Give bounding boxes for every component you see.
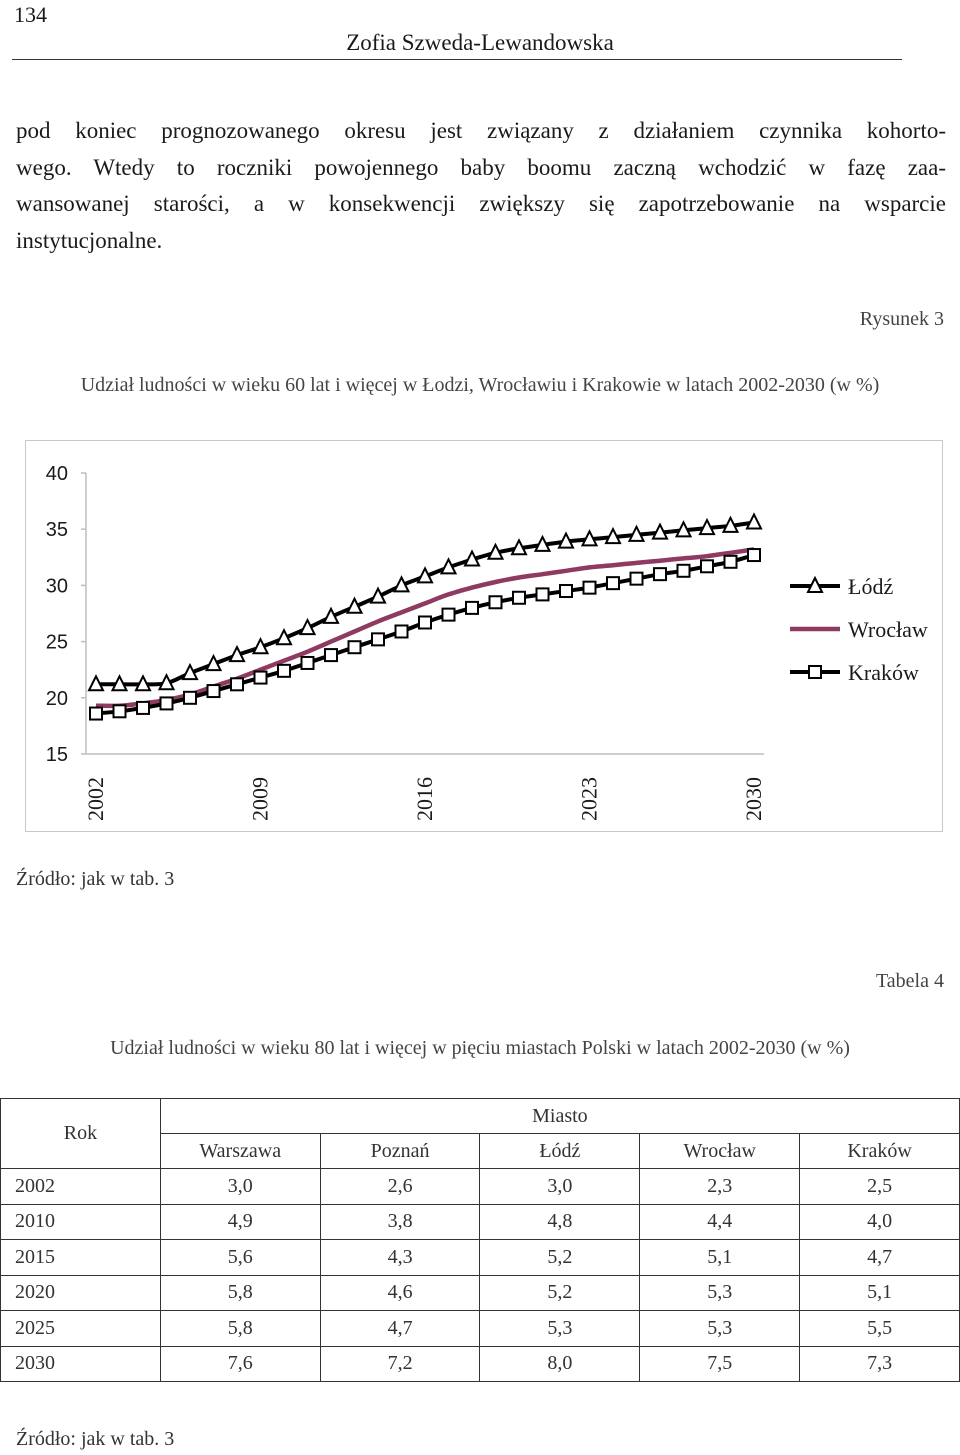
y-tick-label: 15 xyxy=(45,744,68,766)
table-row xyxy=(1,1204,960,1240)
x-tick-label: 2009 xyxy=(247,777,273,821)
table-cell-value: 4,4 xyxy=(640,1204,800,1240)
figure-source: Źródło: jak w tab. 3 xyxy=(16,868,175,890)
data-point-krakow xyxy=(184,692,196,704)
data-point-krakow xyxy=(584,582,596,594)
body-paragraph xyxy=(16,113,946,259)
table-cell-value: 7,3 xyxy=(800,1346,960,1382)
table-header-group: Miasto xyxy=(160,1099,959,1134)
table-cell-value: 5,2 xyxy=(480,1275,640,1311)
data-point-krakow xyxy=(137,702,149,714)
chart-frame xyxy=(25,440,943,832)
table-cell-value: 3,0 xyxy=(160,1169,320,1205)
header-rule xyxy=(12,59,902,60)
table-row xyxy=(1,1275,960,1311)
table-cell-value: 8,0 xyxy=(480,1346,640,1382)
table-cell-value: 2,5 xyxy=(800,1169,960,1205)
body-line: wansowanej starości, a w konsekwencji zwiększy się zapotrzebowanie na wsparcie xyxy=(16,191,946,216)
table-column-header: Warszawa xyxy=(160,1134,320,1169)
body-line: wego. Wtedy to roczniki powojennego baby boomu zaczną wchodzić w fazę zaa- xyxy=(16,154,946,180)
table-cell-value: 5,3 xyxy=(640,1275,800,1311)
y-tick-label: 35 xyxy=(45,519,68,542)
legend-marker-krakow xyxy=(809,666,821,678)
table-cell-value: 5,6 xyxy=(160,1240,320,1276)
table-column-header: Poznań xyxy=(320,1134,480,1169)
data-point-krakow xyxy=(631,573,643,585)
running-head-author: Zofia Szweda-Lewandowska xyxy=(346,30,614,55)
table-cell-value: 2,3 xyxy=(640,1169,800,1205)
table-cell-value: 4,7 xyxy=(320,1311,480,1347)
line-chart xyxy=(26,441,942,831)
data-point-krakow xyxy=(114,705,126,717)
table-cell-value: 5,1 xyxy=(800,1275,960,1311)
data-point-krakow xyxy=(349,641,361,653)
table-cell-value: 5,3 xyxy=(480,1311,640,1347)
table-cell-year: 2025 xyxy=(1,1311,161,1347)
data-point-krakow xyxy=(654,568,666,580)
page-number: 134 xyxy=(14,2,47,27)
data-point-krakow xyxy=(466,602,478,614)
table-cell-year: 2015 xyxy=(1,1240,161,1276)
table-cell-value: 3,8 xyxy=(320,1204,480,1240)
table-cell-value: 5,1 xyxy=(640,1240,800,1276)
table-cell-value: 5,8 xyxy=(160,1311,320,1347)
table-row xyxy=(1,1311,960,1347)
table-cell-value: 2,6 xyxy=(320,1169,480,1205)
body-line: pod koniec prognozowanego okresu jest związany z działaniem czynnika kohorto- xyxy=(16,118,946,143)
table-caption: Udział ludności w wieku 80 lat i więcej w pięciu miastach Polski w latach 2002-2030 (w %) xyxy=(110,1037,850,1059)
data-point-krakow xyxy=(231,678,243,690)
table-cell-value: 4,7 xyxy=(800,1240,960,1276)
table-source: Źródło: jak w tab. 3 xyxy=(16,1428,175,1450)
figure-label: Rysunek 3 xyxy=(859,308,944,330)
data-point-krakow xyxy=(278,665,290,677)
y-tick-label: 25 xyxy=(45,631,68,654)
x-tick-label: 2016 xyxy=(412,777,437,821)
x-tick-label: 2023 xyxy=(576,777,602,821)
y-tick-label: 20 xyxy=(45,687,68,710)
table-cell-value: 3,0 xyxy=(480,1169,640,1205)
body-line: instytucjonalne. xyxy=(16,227,163,253)
table-column-header: Wrocław xyxy=(640,1134,800,1169)
table-cell-value: 5,5 xyxy=(800,1311,960,1347)
table-cell-year: 2002 xyxy=(1,1169,161,1205)
y-tick-label: 30 xyxy=(45,575,68,598)
table-cell-value: 5,8 xyxy=(160,1275,320,1311)
figure-caption: Udział ludności w wieku 60 lat i więcej w Łodzi, Wrocławiu i Krakowie w latach 2002-2030 (w %) xyxy=(80,374,880,396)
table-column-header: Kraków xyxy=(800,1134,960,1169)
data-point-krakow xyxy=(208,685,220,697)
y-tick-label: 40 xyxy=(45,463,68,485)
table-cell-value: 4,8 xyxy=(480,1204,640,1240)
table-cell-year: 2010 xyxy=(1,1204,161,1240)
data-point-krakow xyxy=(255,672,267,684)
legend-label-krakow: Kraków xyxy=(848,660,919,685)
table-cell-value: 5,3 xyxy=(640,1311,800,1347)
data-point-krakow xyxy=(443,609,455,621)
table-cell-year: 2030 xyxy=(1,1346,161,1382)
table-header-rok: Rok xyxy=(1,1099,161,1169)
table-body xyxy=(1,1169,960,1382)
data-point-krakow xyxy=(701,560,713,572)
data-point-krakow xyxy=(161,697,173,709)
data-point-krakow xyxy=(560,585,572,597)
data-point-krakow xyxy=(490,596,502,608)
data-point-krakow xyxy=(419,616,431,628)
data-point-krakow xyxy=(537,588,549,600)
data-point-krakow xyxy=(748,549,760,561)
table-cell-value: 4,9 xyxy=(160,1204,320,1240)
x-tick-label: 2002 xyxy=(83,777,108,821)
legend-label-wroclaw: Wrocław xyxy=(848,617,928,642)
table-row xyxy=(1,1169,960,1205)
data-point-krakow xyxy=(372,633,384,645)
data-point-krakow xyxy=(725,556,737,568)
table-cell-value: 4,6 xyxy=(320,1275,480,1311)
data-point-krakow xyxy=(396,625,408,637)
data-table xyxy=(0,1098,960,1382)
data-point-krakow xyxy=(607,577,619,589)
table-column-header: Łódź xyxy=(480,1134,640,1169)
table-cell-value: 5,2 xyxy=(480,1240,640,1276)
table-row xyxy=(1,1240,960,1276)
legend-label-lodz: Łódź xyxy=(848,574,894,599)
data-point-krakow xyxy=(90,708,102,720)
table-row xyxy=(1,1346,960,1382)
table-label: Tabela 4 xyxy=(875,970,944,992)
table-cell-value: 4,0 xyxy=(800,1204,960,1240)
table-cell-value: 7,6 xyxy=(160,1346,320,1382)
data-point-krakow xyxy=(513,592,525,604)
data-point-krakow xyxy=(678,565,690,577)
x-tick-label: 2030 xyxy=(741,777,766,821)
table-cell-value: 7,2 xyxy=(320,1346,480,1382)
table-cell-value: 4,3 xyxy=(320,1240,480,1276)
data-point-krakow xyxy=(302,657,314,669)
table-cell-value: 7,5 xyxy=(640,1346,800,1382)
data-point-krakow xyxy=(325,649,337,661)
table-cell-year: 2020 xyxy=(1,1275,161,1311)
